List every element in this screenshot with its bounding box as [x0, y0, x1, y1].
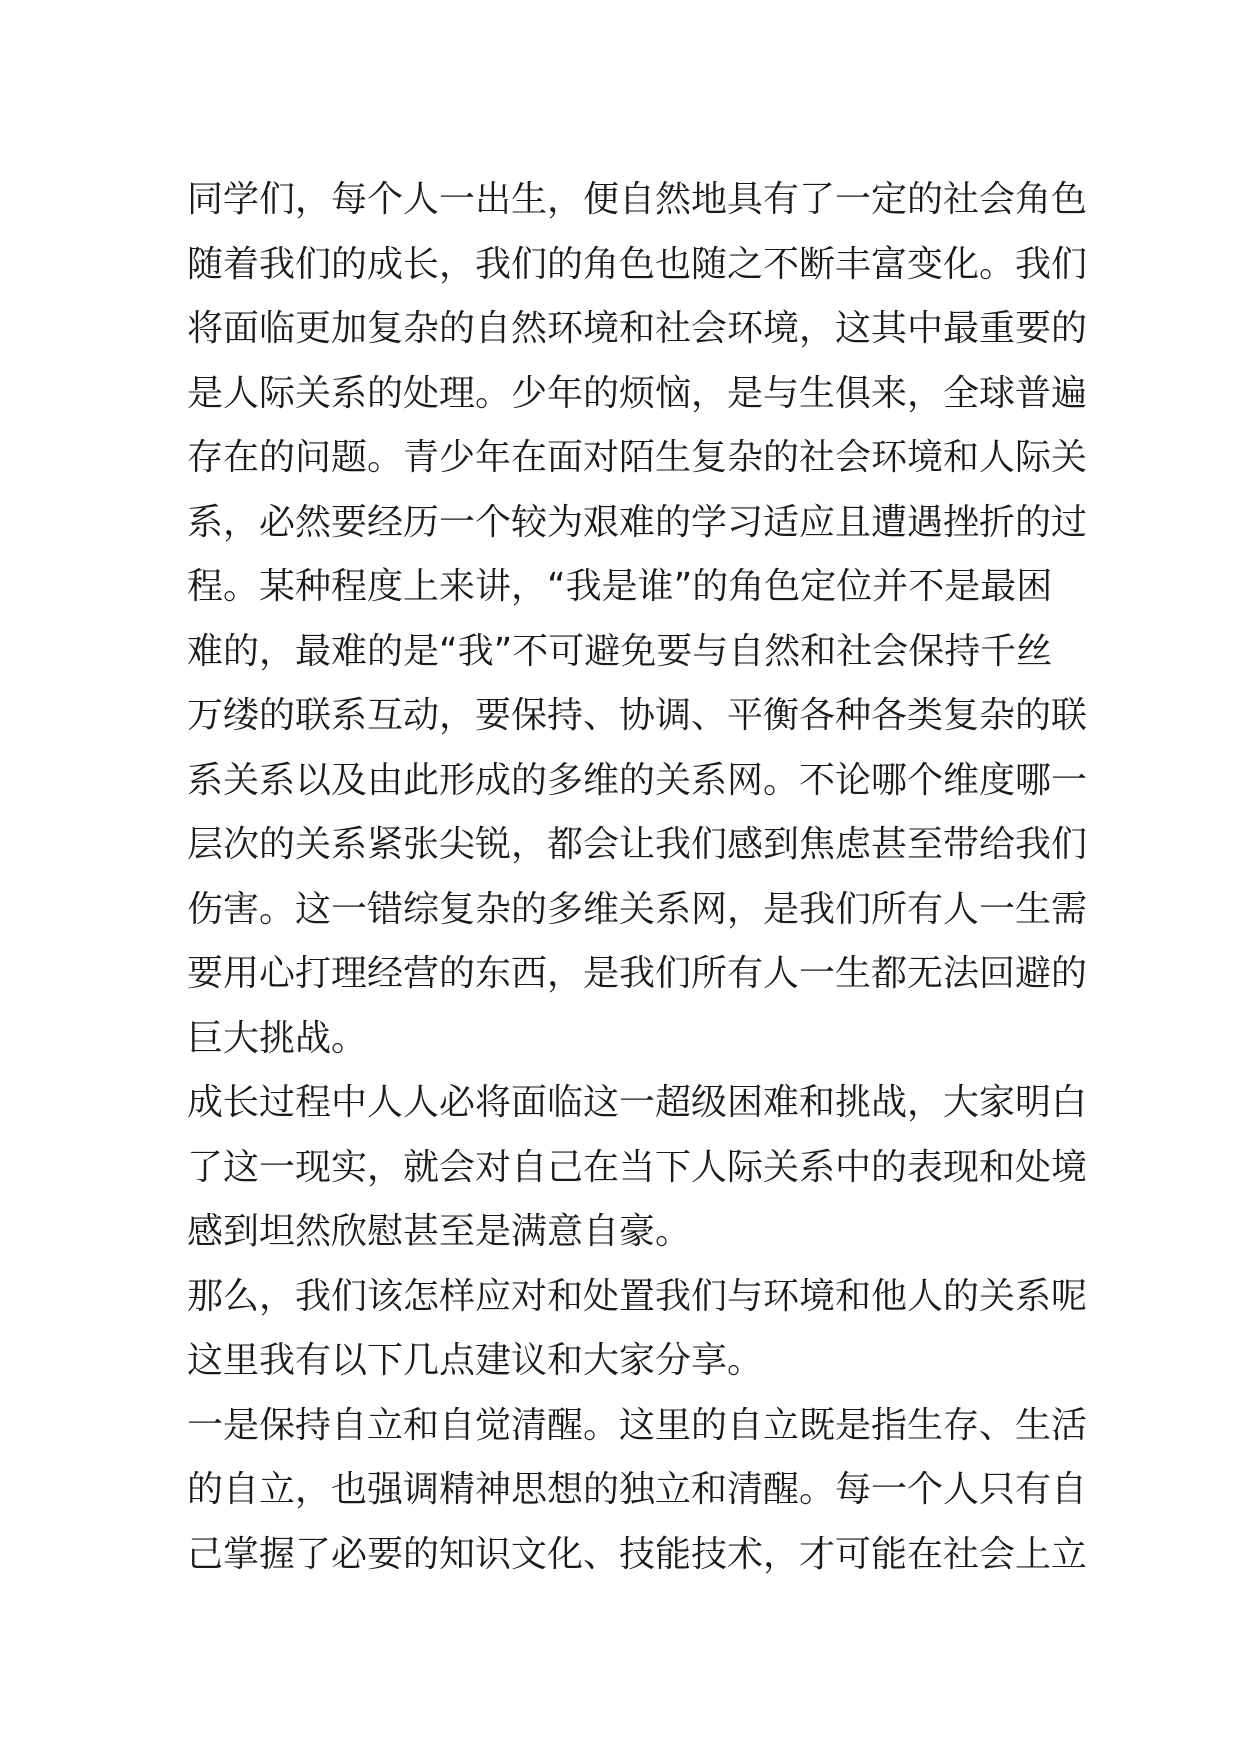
text-line: 成长过程中人人必将面临这一超级困难和挑战，大家明白 — [187, 1082, 1088, 1123]
text-line: 随着我们的成长，我们的角色也随之不断丰富变化。我们 — [187, 243, 1088, 285]
text-line: 伤害。这一错综复杂的多维关系网，是我们所有人一生需 — [187, 888, 1088, 930]
text-line: 要用心打理经营的东西，是我们所有人一生都无法回避的 — [187, 953, 1088, 994]
text-line: 巨大挑战。 — [187, 1017, 368, 1059]
text-line: 万缕的联系互动，要保持、协调、平衡各种各类复杂的联 — [187, 695, 1088, 736]
text-line: 的自立，也强调精神思想的独立和清醒。每一个人只有自 — [187, 1469, 1088, 1510]
text-line: 存在的问题。青少年在面对陌生复杂的社会环境和人际关 — [187, 437, 1088, 478]
text-line: 那么，我们该怎样应对和处置我们与环境和他人的关系呢 — [187, 1275, 1088, 1317]
text-line: 程。某种程度上来讲，“我是谁”的角色定位并不是最困 — [187, 566, 1053, 607]
text-line: 感到坦然欣慰甚至是满意自豪。 — [187, 1211, 692, 1252]
text-line: 系关系以及由此形成的多维的关系网。不论哪个维度哪一 — [187, 759, 1088, 801]
text-line: 一是保持自立和自觉清醒。这里的自立既是指生存、生活 — [187, 1404, 1088, 1446]
text-line: 同学们，每个人一出生，便自然地具有了一定的社会角色 — [187, 179, 1088, 220]
text-line: 层次的关系紧张尖锐，都会让我们感到焦虑甚至带给我们 — [187, 824, 1088, 865]
text-line: 系，必然要经历一个较为艰难的学习适应且遭遇挫折的过 — [187, 501, 1088, 543]
text-line: 是人际关系的处理。少年的烦恼，是与生俱来，全球普遍 — [187, 372, 1088, 414]
text-line: 这里我有以下几点建议和大家分享。 — [187, 1340, 764, 1381]
text-line: 己掌握了必要的知识文化、技能技术，才可能在社会上立 — [187, 1533, 1088, 1575]
text-line: 将面临更加复杂的自然环境和社会环境，这其中最重要的 — [187, 308, 1088, 349]
body-text — [187, 168, 1088, 1587]
text-line: 难的，最难的是“我”不可避免要与自然和社会保持千丝 — [187, 630, 1053, 672]
text-line: 了这一现实，就会对自己在当下人际关系中的表现和处境 — [187, 1146, 1088, 1188]
